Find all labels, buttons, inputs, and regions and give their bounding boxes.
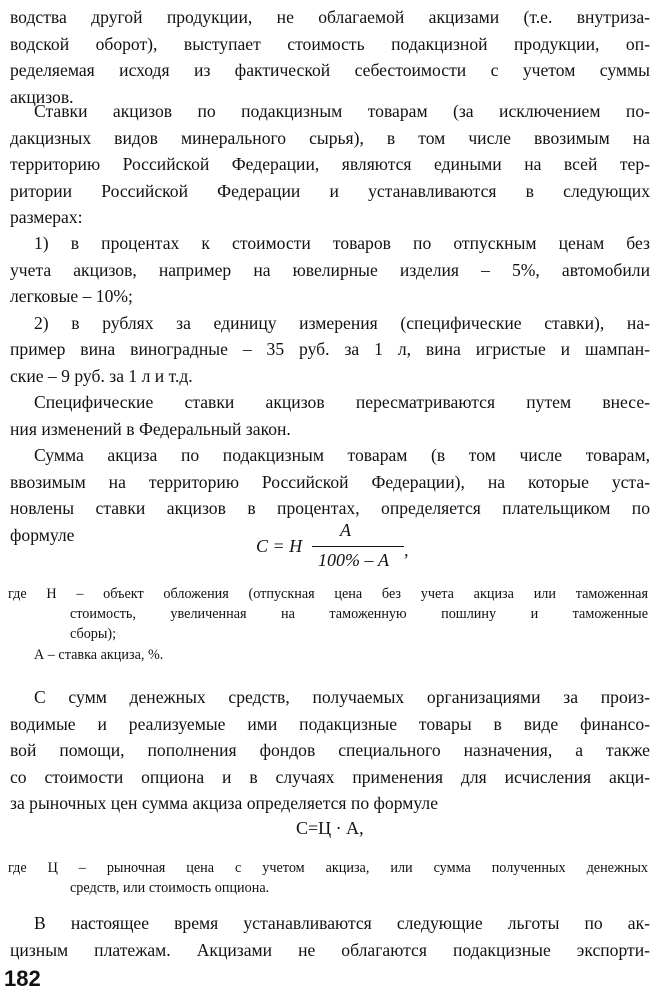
text-line: легковые – 10%; [10,286,133,306]
text-line: дакцизных видов минерального сырья), в том числе ввозимым на [10,127,650,148]
text-line: ские – 9 руб. за 1 л и т.д. [10,365,193,386]
text-line: С сумм денежных средств, получаемых организациями за произ- [34,687,650,707]
text-line: В настоящее время устанавливаются следующие льготы по ак- [34,913,650,933]
paragraph-5-cont [10,416,650,443]
definition-line: стоимость, увеличенная на таможенную пошлину и таможенные [70,606,648,622]
text-line: за рыночных цен сумма акциза определяется по формуле [10,793,439,813]
paragraph-6 [34,442,650,469]
page-number: 182 [4,966,41,991]
text-line: размерах: [10,207,83,227]
where-block-2-cont [70,878,470,898]
text-line: ввозимым на территорию Российской Федерации), на которые уста- [10,471,650,492]
text-line: ния изменений в Федеральный закон. [10,418,291,439]
text-line: водской оборот), выступает стоимость подакцизной продукции, оп- [10,33,650,54]
text-line: Ставки акцизов по подакцизным товарам (за исключением по- [34,101,650,121]
text-line: ритории Российской Федерации и устанавливаются в следующих [10,180,650,201]
paragraph-3-cont [10,257,650,310]
text-line: акцизов. [10,86,74,107]
paragraph-7-cont [10,711,650,817]
text-line: новлены ставки акцизов в процентах, определяется плательщиком по [10,498,650,518]
paragraph-4-cont [10,336,650,389]
paragraph-2-cont [10,125,650,231]
where-block-1-cont [70,604,648,644]
definition-line: где Н – объект обложения (отпускная цена без учета акциза или таможенная [8,586,648,602]
text-line: 1) в процентах к стоимости товаров по отпускным ценам без [34,233,650,253]
paragraph-8 [34,910,650,937]
paragraph-4 [34,310,650,337]
definition-line: где Ц – рыночная цена с учетом акциза, или сумма полученных денежных [8,860,648,876]
where-block-1 [8,584,648,604]
text-line: со стоимости опциона и в случаях применения для исчисления акци- [10,766,650,787]
definition-line: средств, или стоимость опциона. [70,880,270,896]
text-line: Специфические ставки акцизов пересматриваются путем внесе- [34,392,650,412]
text-line: Сумма акциза по подакцизным товарам (в том числе товарам, [34,445,650,465]
where-block-2 [8,858,648,878]
formula-1-lhs: С = Н [256,536,303,556]
paragraph-8-cont [10,937,650,964]
formula-1-denominator: 100% – А [318,550,389,570]
paragraph-3 [34,230,650,257]
text-line: формуле [10,524,75,545]
text-line: территорию Российской Федерации, являются едиными на всей тер- [10,154,650,174]
text-line: водимые и реализуемые ими подакцизные товары в виде финансо- [10,713,650,734]
formula-2: С=Ц · А, [296,818,364,838]
paragraph-5 [34,389,650,416]
formula-1-numerator: А [340,520,351,540]
paragraph-7 [34,684,650,711]
text-line: пример вина виноградные – 35 руб. за 1 л, вина игристые и шампан- [10,339,650,359]
fraction-bar [312,546,404,547]
definition-line: сборы); [70,626,117,642]
text-line: 2) в рублях за единицу измерения (специфические ставки), на- [34,312,650,333]
definition-line: А – ставка акциза, %. [34,647,164,663]
text-line: водства другой продукции, не облагаемой акцизами (т.е. внутриза- [10,7,650,27]
text-line: ределяемая исходя из фактической себестоимости с учетом суммы [10,60,650,80]
paragraph-1 [10,4,650,110]
text-line: учета акцизов, например на ювелирные изделия – 5%, автомобили [10,259,650,280]
paragraph-2 [34,98,650,125]
text-line: вой помощи, пополнения фондов специального назначения, а также [10,740,650,760]
where-block-1-rate [34,645,334,665]
paragraph-6-cont [10,469,650,549]
formula-1-comma: , [404,540,409,560]
text-line: цизным платежам. Акцизами не облагаются подакцизные экспорти- [10,939,650,960]
